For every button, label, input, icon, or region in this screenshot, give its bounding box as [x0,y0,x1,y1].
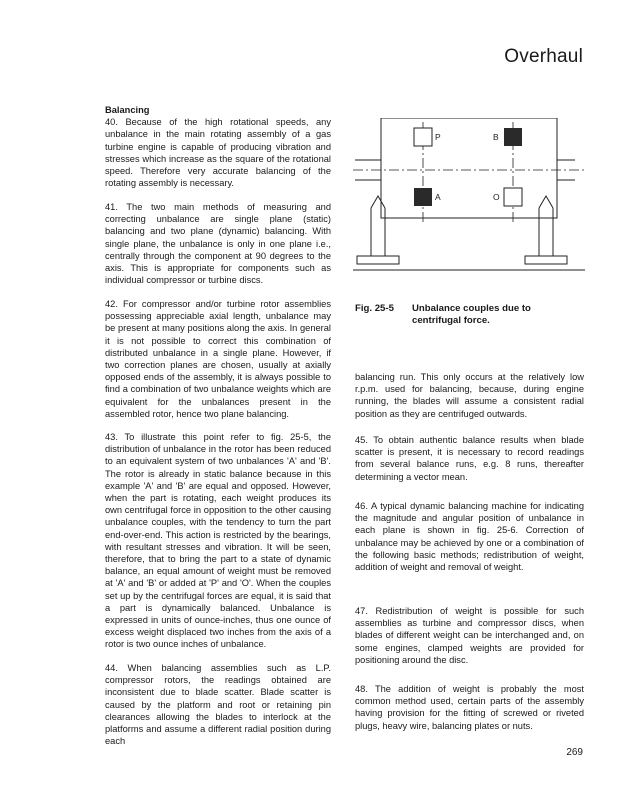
paragraph-46-block [355,500,584,573]
paragraph-48-block [355,683,584,732]
paragraph-41: 41. The two main methods of measuring and correcting unbalance are single plane (static) balancing and two plane (dynamic) balancing. With single plane, the unbalance is only in one plane i.e., centrally through the component at 90 degrees to the axis. This is appropriate for components such as individual compressor or turbine discs. [105,202,331,286]
weight-b-solid [504,128,522,146]
page-header-title: Overhaul [504,46,583,67]
paragraph-42: 42. For compressor and/or turbine rotor assemblies possessing appreciable axial length, unbalance may be present at many positions along the axis. In general it is not possible to correct this combination of distributed unbalance in a single plane. However, if two correction planes are chosen, usually at axially opposed ends of the assembly, it is always possible to find a combination of two unbalance weights which are equivalent for the unbalances present in the assembled rotor, hence two plane balancing. [105,299,331,419]
paragraph-45: 45. To obtain authentic balance results when blade scatter is present, it is necessary to record readings from several balance runs, e.g. 8 runs, thereafter determining a vector mean. [355,435,584,482]
paragraph-40-block [105,104,331,189]
label-o: O [493,192,500,202]
label-b: B [493,132,499,142]
rotor-body [381,118,557,218]
paragraph-45-block [355,434,584,483]
label-a: A [435,192,441,202]
paragraph-41-block [105,201,331,286]
support-left [357,196,399,264]
weight-p-open [414,128,432,146]
page-number: 269 [566,747,583,758]
weight-a-solid [414,188,432,206]
paragraph-43-block [105,431,331,651]
paragraph-44-continued-block [355,371,584,420]
figure-caption-text: Unbalance couples due to centrifugal force. [412,303,531,326]
paragraph-44-continued: balancing run. This only occurs at the relatively low r.p.m. used for balancing, because, during engine running, the blades will assume a consistent radial position as they are centrifuged outwards. [355,372,584,419]
paragraph-43: 43. To illustrate this point refer to fig. 25-5, the distribution of unbalance in the rotor has been reduced to an equivalent system of two unbalances 'A' and 'B'. The rotor is already in static balance because in this example 'A' and 'B' are equal and opposed. However, when the part is rotating, each weight produces its own centrifugal force in opposition to the other causing unbalance couples, with the tendency to turn the part end-over-end. This action is restricted by the bearings, with resultant stresses and vibration. It will be seen, therefore, that to bring the part to a state of dynamic balance, an equal amount of weight must be removed at 'A' and 'B' or added at 'P' and 'O'. When the couples set up by the centrifugal forces are equal, it is said that a part is dynamically balanced. Unbalance is expressed in units of ounce-inches, thus one ounce of excess weight displaced two inches from the axis of a rotor is two ounce inches of unbalance. [105,432,331,650]
section-heading: Balancing [105,105,150,115]
paragraph-46: 46. A typical dynamic balancing machine for indicating the magnitude and angular position of unbalance in each plane is shown in fig. 25-6. Correction of unbalance may be achieved by one or a combination of the following basic methods; redistribution of weight, addition of weight and removal of weight. [355,501,584,573]
figure-number: Fig. 25-5 [355,303,394,314]
paragraph-44-block [105,662,331,747]
weight-o-open [504,188,522,206]
support-right [525,196,567,264]
paragraph-47: 47. Redistribution of weight is possible for such assemblies as turbine and compressor discs, when blades of different weight can be interchanged and, on some engines, clamped weights are provided for positioning around the disc. [355,606,584,665]
paragraph-44: 44. When balancing assemblies such as L.P. compressor rotors, the readings obtained are inconsistent due to blade scatter. Blade scatter is caused by the platform and root or retaining pin clearances allowing the blades to interlock at the platforms and assume a different radial position during each [105,663,331,747]
paragraph-42-block [105,298,331,420]
paragraph-48: 48. The addition of weight is probably the most common method used, certain parts of the assembly having provision for the fitting of screwed or riveted plugs, heavy wire, balancing plates or nuts. [355,684,584,731]
label-p: P [435,132,441,142]
paragraph-47-block [355,605,584,666]
paragraph-40: 40. Because of the high rotational speeds, any unbalance in the main rotating assembly of a gas turbine engine is capable of producing vibration and stresses which increase as the square of the rotational speed. Therefore very accurate balancing of the rotating assembly is necessary. [105,117,331,189]
figure-unbalance-diagram [353,118,585,276]
